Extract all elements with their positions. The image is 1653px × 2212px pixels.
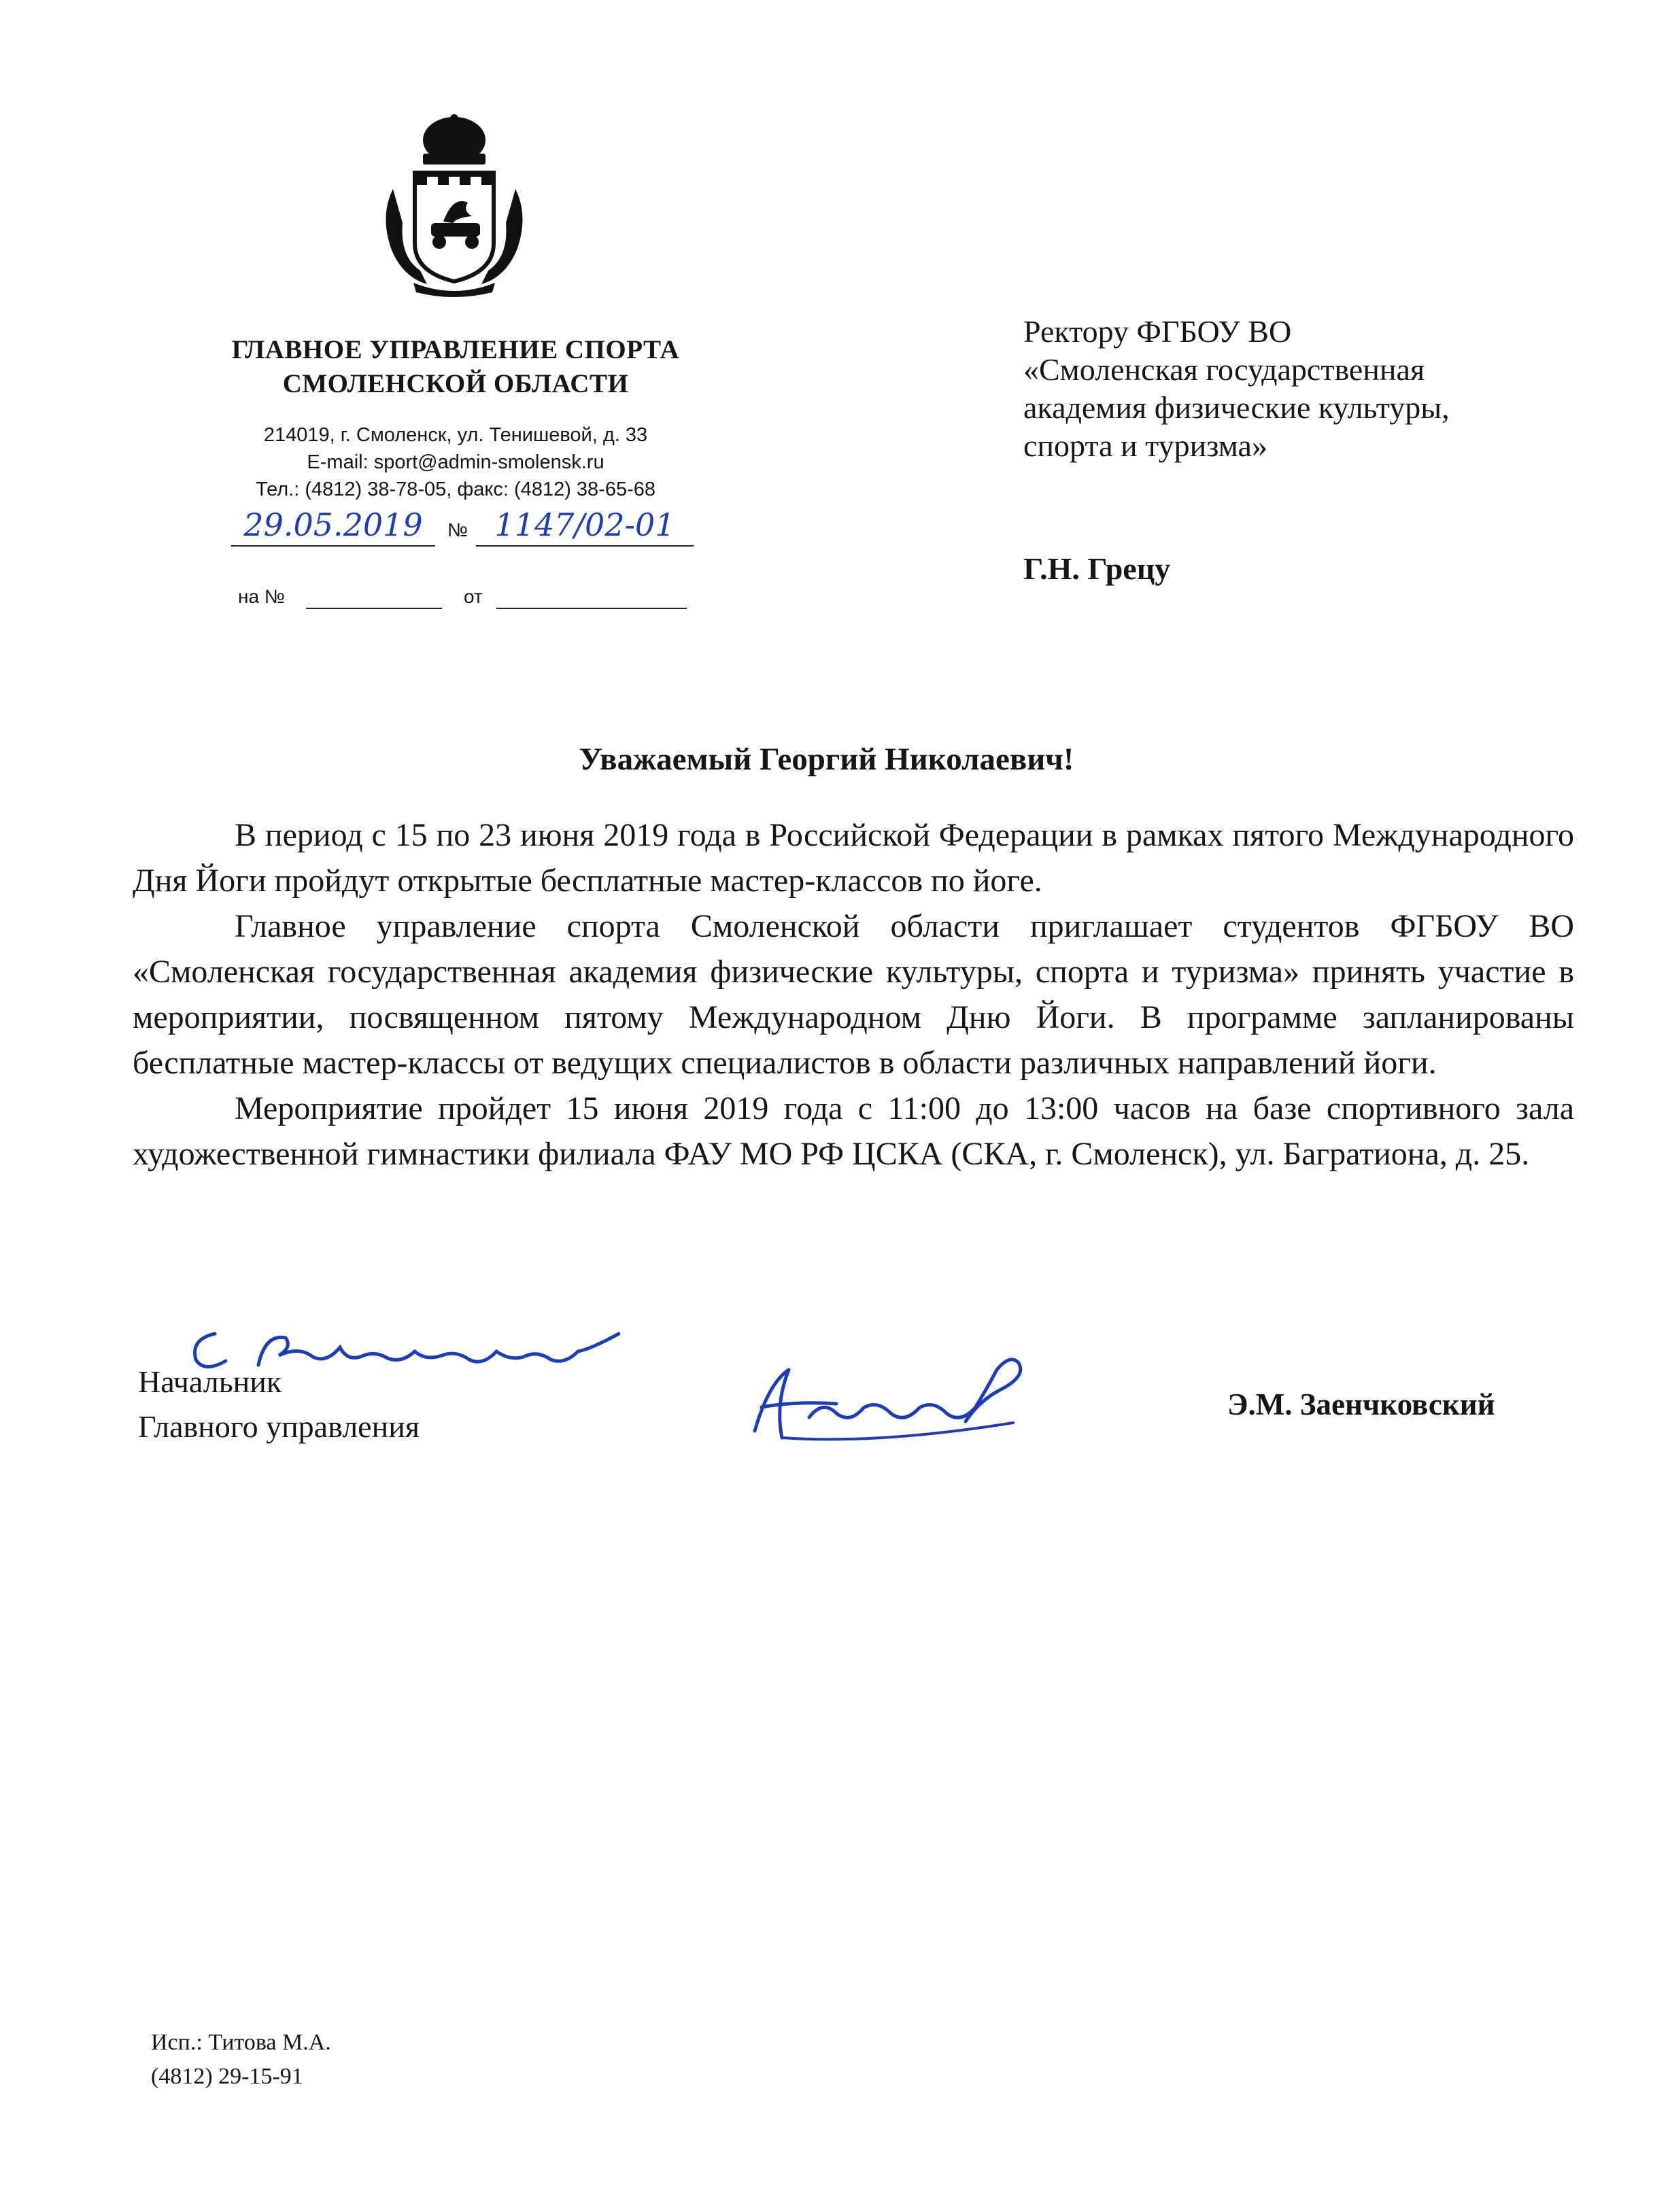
reg-number-label: № <box>447 519 468 540</box>
signature-icon <box>741 1343 1054 1451</box>
org-name-line2: СМОЛЕНСКОЙ ОБЛАСТИ <box>282 369 629 398</box>
salutation: Уважаемый Георгий Николаевич! <box>579 742 1074 777</box>
recipient-name: Г.Н. Грецу <box>1023 551 1171 586</box>
recipient-line: «Смоленская государственная <box>1023 352 1425 387</box>
org-email: E-mail: sport@admin-smolensk.ru <box>307 451 604 473</box>
executor-block <box>151 2026 331 2094</box>
recipient-line: спорта и туризма» <box>1023 428 1267 463</box>
ref-number-label: на № <box>238 586 285 607</box>
body-paragraph: Главное управление спорта Смоленской области приглашает студентов ФГБОУ ВО «Смоленская государственная академия физические культуры, спорта и туризма» принять участие в мероприятии, посвященном пятому Международном Дню Йоги. В программе запланированы бесплатные мастер-классы от ведущих специалистов в области различных направлений йоги. <box>133 908 1574 1081</box>
signatory-title <box>138 1360 420 1449</box>
signatory-name: Э.М. Заенчковский <box>1227 1387 1495 1421</box>
org-contacts <box>173 421 738 503</box>
reg-date-field: 29.05.2019 <box>231 504 435 547</box>
executor-name: Исп.: Титова М.А. <box>151 2030 331 2055</box>
reference-line <box>238 583 700 617</box>
signatory-title-line1: Начальник <box>138 1364 282 1399</box>
org-phone: Тел.: (4812) 38-78-05, факс: (4812) 38-65-68 <box>255 479 655 500</box>
coat-of-arms-emblem <box>373 114 536 299</box>
ref-date-label: от <box>464 586 483 607</box>
body-paragraph: В период с 15 по 23 июня 2019 года в Российской Федерации в рамках пятого Международного Дня Йоги пройдут открытые бесплатные мастер-классов по йоге. <box>133 817 1574 899</box>
ref-number-field <box>306 583 442 609</box>
org-name <box>173 333 738 401</box>
recipient-line: академия физические культуры, <box>1023 390 1450 425</box>
signatory-title-line2: Главного управления <box>138 1409 420 1444</box>
letter-body <box>133 812 1574 1177</box>
org-name-line1: ГЛАВНОЕ УПРАВЛЕНИЕ СПОРТА <box>231 335 680 364</box>
org-address: 214019, г. Смоленск, ул. Тенишевой, д. 33 <box>263 424 648 446</box>
recipient-block <box>1023 313 1622 465</box>
smolensk-coat-of-arms-icon <box>373 114 536 299</box>
signature <box>741 1343 1054 1451</box>
executor-phone: (4812) 29-15-91 <box>151 2064 303 2089</box>
body-paragraph: Мероприятие пройдет 15 июня 2019 года с 11:00 до 13:00 часов на базе спортивного зала художественной гимнастики филиала ФАУ МО РФ ЦСКА (СКА, г. Смоленск), ул. Багратиона, д. 25. <box>133 1090 1574 1172</box>
reg-number-field: 1147/02-01 <box>476 504 694 547</box>
registration-line <box>231 504 694 559</box>
recipient-line: Ректору ФГБОУ ВО <box>1023 314 1292 349</box>
ref-date-field <box>496 583 687 609</box>
